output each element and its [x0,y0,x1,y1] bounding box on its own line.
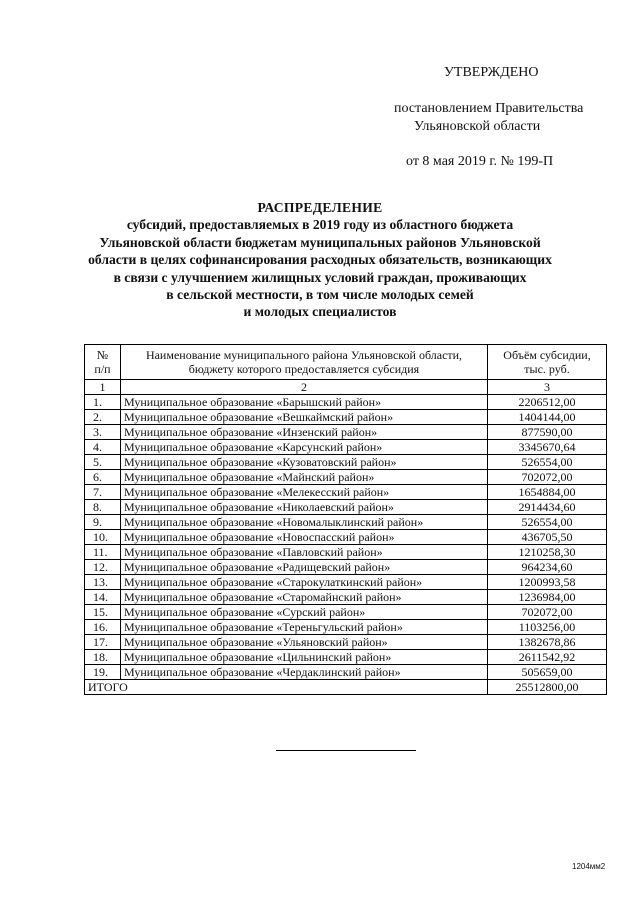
row-name: Муниципальное образование «Тереньгульский район» [121,620,488,635]
table-row [85,470,607,485]
row-value: 505659,00 [488,665,607,680]
row-name: Муниципальное образование «Чердаклинский район» [121,665,488,680]
title-heading: РАСПРЕДЕЛЕНИЕ [257,200,383,215]
row-value: 436705,50 [488,530,607,545]
approved-region: Ульяновской области [414,119,541,134]
row-value: 1200993,58 [488,575,607,590]
row-number: 15. [85,605,121,620]
row-number: 3. [85,425,121,440]
row-name: Муниципальное образование «Николаевский район» [121,500,488,515]
row-number: 4. [85,440,121,455]
row-value: 877590,00 [488,425,607,440]
title-line: и молодых специалистов [243,304,397,320]
title-line: в связи с улучшением жилищных условий граждан, проживающих [113,269,527,285]
row-number: 1. [85,395,121,410]
row-number: 17. [85,635,121,650]
row-number: 19. [85,665,121,680]
table-row [85,575,607,590]
row-name: Муниципальное образование «Ульяновский район» [121,635,488,650]
header-value-line: тыс. руб. [524,362,570,376]
row-name: Муниципальное образование «Мелекесский район» [121,485,488,500]
header-name-line: бюджету которого предоставляется субсидия [188,362,420,376]
row-number: 10. [85,530,121,545]
row-number: 5. [85,455,121,470]
table-row [85,515,607,530]
total-value: 25512800,00 [488,680,607,695]
table-row [85,500,607,515]
row-value: 1236984,00 [488,590,607,605]
row-name: Муниципальное образование «Карсунский район» [121,440,488,455]
table-row [85,425,607,440]
row-value: 526554,00 [488,455,607,470]
row-number: 13. [85,575,121,590]
row-value: 1103256,00 [488,620,607,635]
row-number: 16. [85,620,121,635]
row-name: Муниципальное образование «Майнский район» [121,470,488,485]
table-row [85,665,607,680]
row-name: Муниципальное образование «Сурский район» [121,605,488,620]
row-value: 2914434,60 [488,500,607,515]
row-name: Муниципальное образование «Новоспасский район» [121,530,488,545]
row-value: 1404144,00 [488,410,607,425]
row-name: Муниципальное образование «Павловский район» [121,545,488,560]
table-header-row [85,345,607,380]
row-value: 702072,00 [488,470,607,485]
distribution-table [84,344,607,695]
table-row [85,440,607,455]
row-name: Муниципальное образование «Кузоватовский район» [121,455,488,470]
row-name: Муниципальное образование «Старомайнский район» [121,590,488,605]
approved-label: УТВЕРЖДЕНО [444,65,539,80]
row-number: 14. [85,590,121,605]
row-value: 702072,00 [488,605,607,620]
row-name: Муниципальное образование «Цильнинский район» [121,650,488,665]
row-value: 2206512,00 [488,395,607,410]
title-line: области в целях софинансирования расходных обязательств, возникающих [88,252,552,268]
header-number-line: № [96,348,109,362]
row-value: 3345670,64 [488,440,607,455]
column-index: 2 [121,380,488,395]
row-name: Муниципальное образование «Старокулаткинский район» [121,575,488,590]
header-value [488,345,607,380]
column-index: 1 [85,380,121,395]
table-row [85,545,607,560]
row-name: Муниципальное образование «Радищевский район» [121,560,488,575]
table-row [85,410,607,425]
table-row [85,605,607,620]
total-label: ИТОГО [85,680,488,695]
document-title [60,199,580,321]
approval-date: от 8 мая 2019 г. № 199-П [406,154,554,169]
total-row [85,680,607,695]
approved-by: постановлением Правительства [394,101,584,116]
row-value: 1654884,00 [488,485,607,500]
header-value-line: Объём субсидии, [503,348,591,362]
title-line: в сельской местности, в том числе молодых семей [166,287,474,303]
column-index: 3 [488,380,607,395]
table-row [85,530,607,545]
table-row [85,650,607,665]
row-name: Муниципальное образование «Барышский район» [121,395,488,410]
row-name: Муниципальное образование «Новомалыклинский район» [121,515,488,530]
row-number: 6. [85,470,121,485]
table-row [85,590,607,605]
row-name: Муниципальное образование «Вешкаймский район» [121,410,488,425]
row-number: 2. [85,410,121,425]
column-index-row [85,380,607,395]
table-row [85,560,607,575]
row-number: 7. [85,485,121,500]
title-line: Ульяновской области бюджетам муниципальных районов Ульяновской [99,234,541,250]
row-number: 9. [85,515,121,530]
header-name [121,345,488,380]
table-row [85,455,607,470]
header-number [85,345,121,380]
document-code: 1204мм2 [572,862,606,871]
header-name-line: Наименование муниципального района Ульяновской области, [145,348,463,362]
table-row [85,485,607,500]
table-row [85,635,607,650]
row-value: 526554,00 [488,515,607,530]
title-line: субсидий, предоставляемых в 2019 году из областного бюджета [126,217,514,233]
row-number: 12. [85,560,121,575]
row-number: 18. [85,650,121,665]
table-row [85,395,607,410]
header-number-line: п/п [94,362,111,376]
row-value: 1210258,30 [488,545,607,560]
row-number: 8. [85,500,121,515]
closing-rule [276,750,416,751]
row-value: 2611542,92 [488,650,607,665]
row-number: 11. [85,545,121,560]
row-value: 964234,60 [488,560,607,575]
row-value: 1382678,86 [488,635,607,650]
row-name: Муниципальное образование «Инзенский район» [121,425,488,440]
table-row [85,620,607,635]
